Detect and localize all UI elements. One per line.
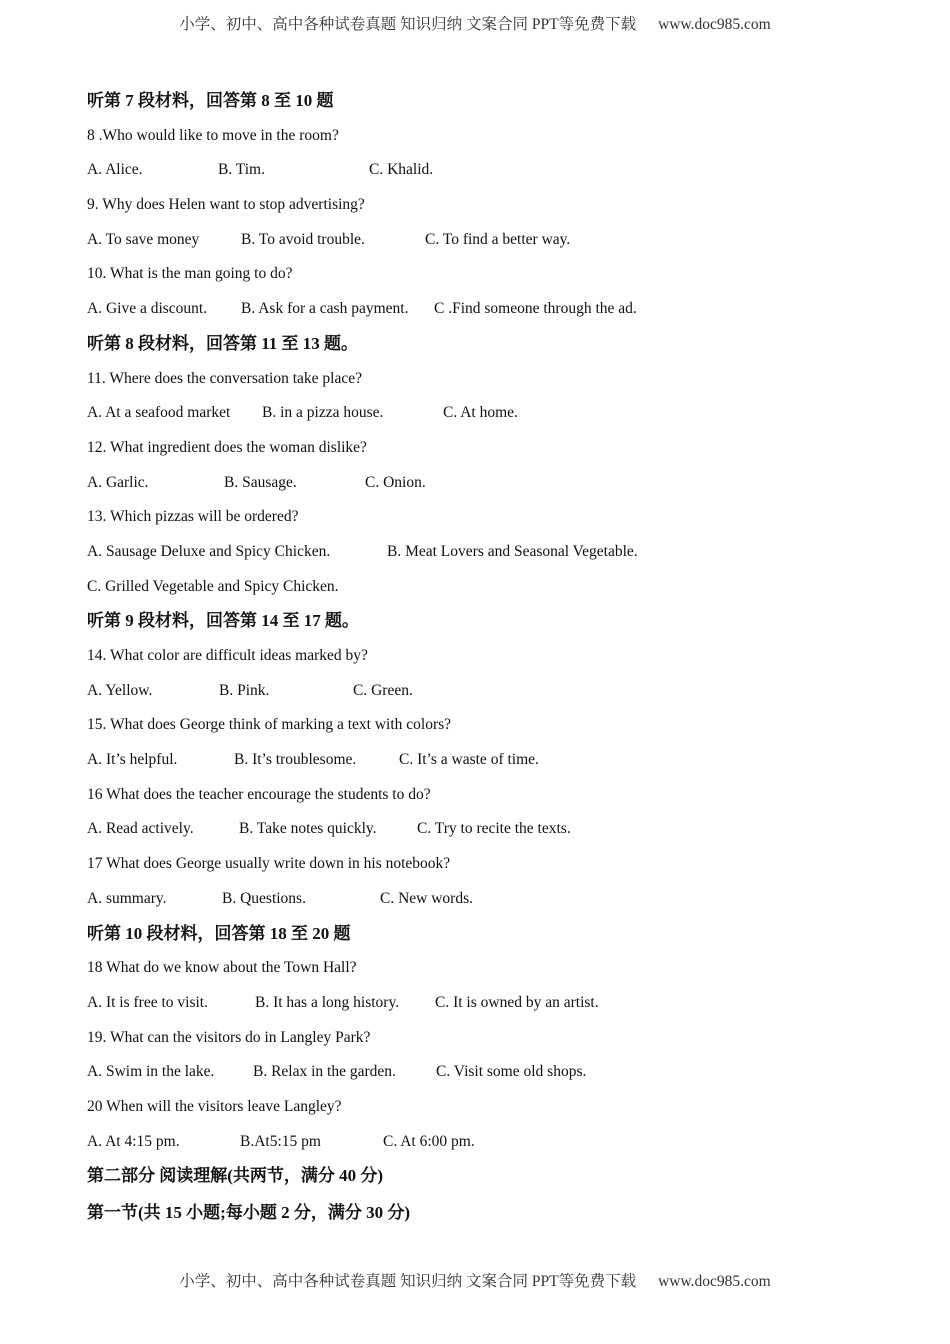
option-20-c: C. At 6:00 pm. <box>383 1132 475 1150</box>
options-12 <box>87 466 887 501</box>
question-17: 17 What does George usually write down in his notebook? <box>87 855 451 873</box>
option-11-a: A. At a seafood market <box>87 404 231 422</box>
option-15-c: C. It’s a waste of time. <box>399 751 539 769</box>
question-15: 15. What does George think of marking a text with colors? <box>87 716 452 734</box>
question-16: 16 What does the teacher encourage the students to do? <box>87 785 431 803</box>
option-15-b: B. It’s troublesome. <box>234 751 357 769</box>
section-heading-7: 听第 7 段材料，回答第 8 至 10 题 <box>87 91 334 110</box>
option-11-b: B. in a pizza house. <box>262 404 384 422</box>
question-9: 9. Why does Helen want to stop advertising? <box>87 196 365 214</box>
question-18: 18 What do we know about the Town Hall? <box>87 959 357 977</box>
options-18 <box>87 986 887 1021</box>
section-heading-8: 听第 8 段材料，回答第 11 至 13 题。 <box>87 333 359 353</box>
section-heading-9: 听第 9 段材料，回答第 14 至 17 题。 <box>87 611 359 631</box>
option-12-c: C. Onion. <box>365 473 426 491</box>
part-two-section-one-heading: 第一节(共 15 小题;每小题 2 分，满分 30 分) <box>87 1203 410 1222</box>
option-17-c: C. New words. <box>380 889 473 907</box>
option-12-b: B. Sausage. <box>224 473 297 491</box>
option-16-a: A. Read actively. <box>87 820 194 838</box>
option-8-a: A. Alice. <box>87 161 143 179</box>
question-13: 13. Which pizzas will be ordered? <box>87 508 299 526</box>
footer-text: 小学、初中、高中各种试卷真题 知识归纳 文案合同 PPT等免费下载 <box>179 1273 637 1290</box>
option-19-b: B. Relax in the garden. <box>253 1063 396 1081</box>
options-15 <box>87 743 887 778</box>
part-two-heading: 第二部分 阅读理解(共两节，满分 40 分) <box>87 1166 384 1186</box>
option-18-b: B. It has a long history. <box>255 993 400 1011</box>
option-14-c: C. Green. <box>353 681 413 699</box>
option-8-c: C. Khalid. <box>369 161 434 179</box>
options-9 <box>87 223 887 258</box>
options-19 <box>87 1055 887 1090</box>
header-text: 小学、初中、高中各种试卷真题 知识归纳 文案合同 PPT等免费下载 <box>179 16 637 33</box>
option-8-b: B. Tim. <box>218 161 265 179</box>
option-18-a: A. It is free to visit. <box>87 993 208 1011</box>
question-10: 10. What is the man going to do? <box>87 265 293 283</box>
option-15-a: A. It’s helpful. <box>87 751 178 769</box>
option-9-c: C. To find a better way. <box>425 230 571 248</box>
option-20-a: A. At 4:15 pm. <box>87 1132 180 1150</box>
question-14: 14. What color are difficult ideas marked by? <box>87 647 368 664</box>
page-header <box>0 12 950 34</box>
question-12: 12. What ingredient does the woman dislike? <box>87 438 367 456</box>
document-body <box>87 84 887 1231</box>
option-10-a: A. Give a discount. <box>87 300 208 318</box>
option-11-c: C. At home. <box>443 404 518 422</box>
options-13 <box>87 535 887 570</box>
option-9-b: B. To avoid trouble. <box>241 230 365 248</box>
option-14-b: B. Pink. <box>219 681 270 699</box>
page-footer <box>0 1269 950 1291</box>
option-10-b: B. Ask for a cash payment. <box>241 300 409 318</box>
option-18-c: C. It is owned by an artist. <box>435 993 599 1011</box>
options-14 <box>87 674 887 709</box>
option-9-a: A. To save money <box>87 230 200 248</box>
header-site-link[interactable]: www.doc985.com <box>658 16 771 33</box>
option-20-b: B.At5:15 pm <box>240 1132 321 1150</box>
option-17-b: B. Questions. <box>222 889 306 907</box>
option-12-a: A. Garlic. <box>87 473 149 491</box>
question-11: 11. Where does the conversation take place? <box>87 369 363 387</box>
question-8: 8 .Who would like to move in the room? <box>87 126 339 144</box>
option-16-b: B. Take notes quickly. <box>239 820 377 838</box>
footer-site-link[interactable]: www.doc985.com <box>658 1273 771 1290</box>
question-20: 20 When will the visitors leave Langley? <box>87 1097 342 1115</box>
option-13-c: C. Grilled Vegetable and Spicy Chicken. <box>87 577 339 595</box>
options-20 <box>87 1125 887 1160</box>
option-17-a: A. summary. <box>87 889 167 907</box>
option-19-c: C. Visit some old shops. <box>436 1063 587 1081</box>
option-13-a: A. Sausage Deluxe and Spicy Chicken. <box>87 542 331 560</box>
options-16 <box>87 812 887 847</box>
options-11 <box>87 396 887 431</box>
options-10 <box>87 292 887 327</box>
options-17 <box>87 882 887 917</box>
options-8 <box>87 153 887 188</box>
option-13-b: B. Meat Lovers and Seasonal Vegetable. <box>387 542 638 560</box>
options-13-cont <box>87 570 887 605</box>
option-10-c: C .Find someone through the ad. <box>434 300 637 318</box>
option-14-a: A. Yellow. <box>87 681 153 699</box>
option-19-a: A. Swim in the lake. <box>87 1063 215 1081</box>
option-16-c: C. Try to recite the texts. <box>417 820 571 838</box>
section-heading-10: 听第 10 段材料，回答第 18 至 20 题 <box>87 923 351 943</box>
question-19: 19. What can the visitors do in Langley Park? <box>87 1028 371 1046</box>
